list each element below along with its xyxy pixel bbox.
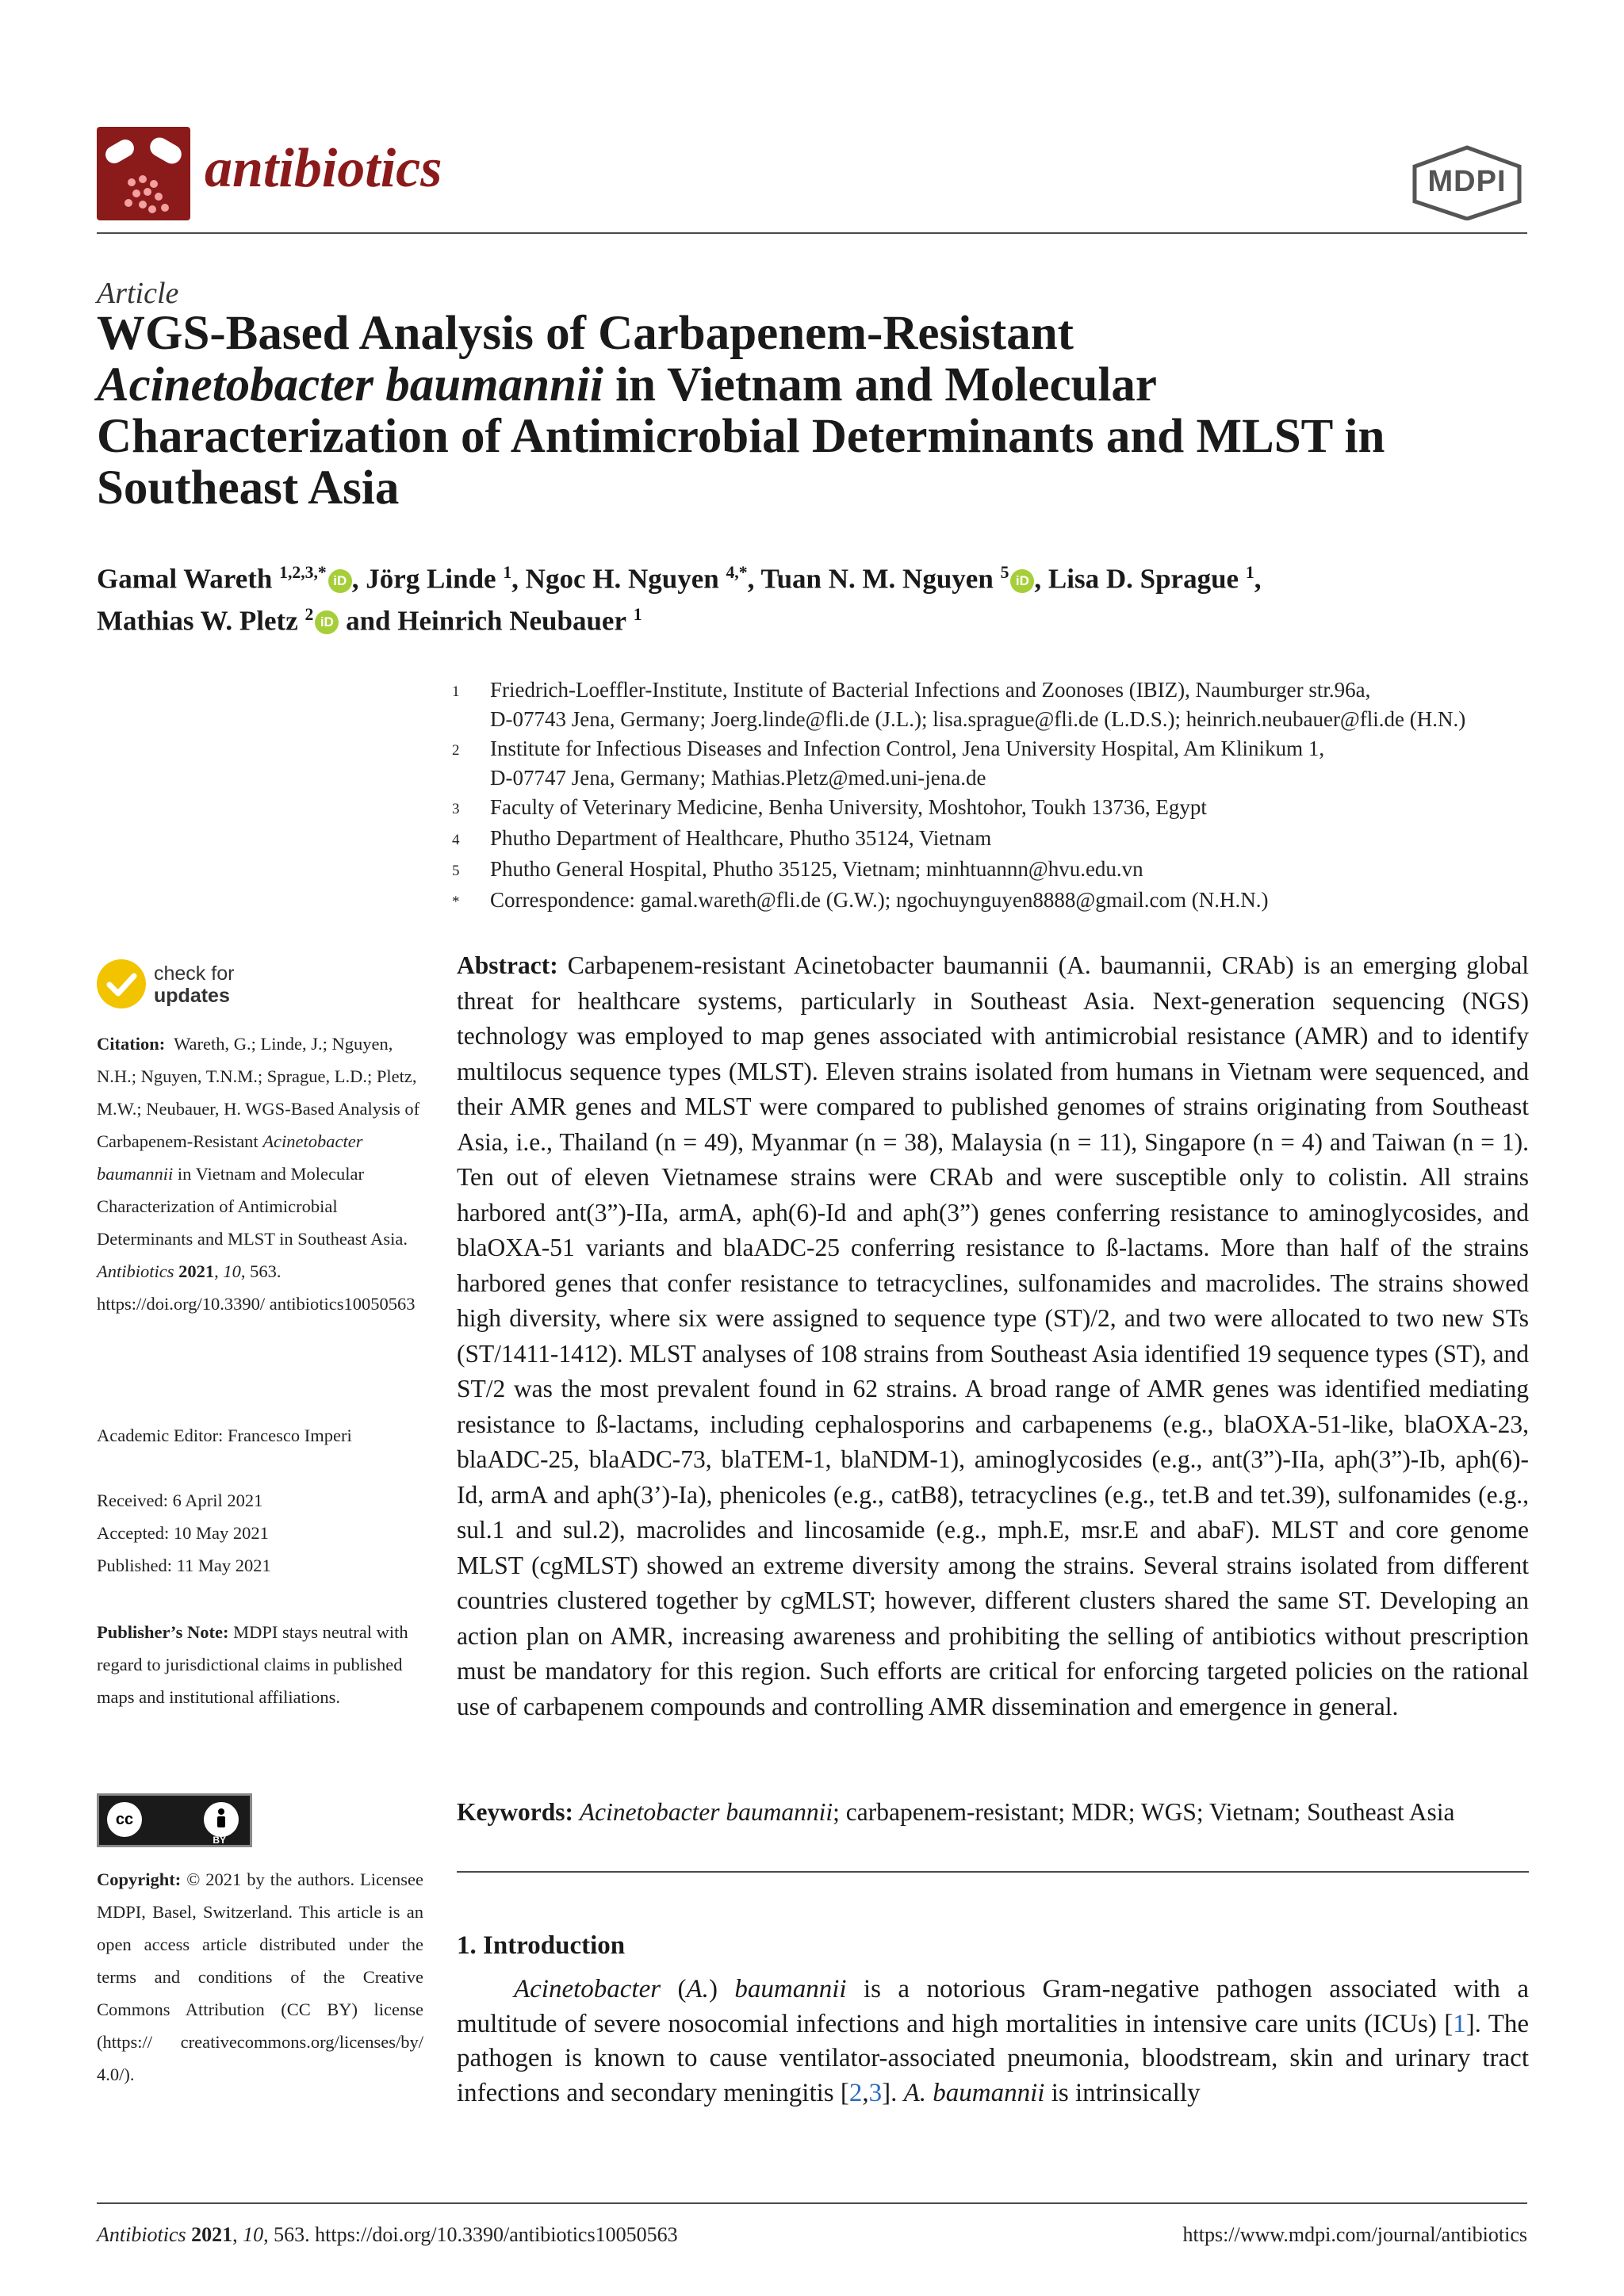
abstract-text: Carbapenem-resistant Acinetobacter baumannii (A. baumannii, CRAb) is an emerging global threat for healthcare systems, particularly in Southeast Asia. Next-generation sequencing (NGS) technology was employed to map genes associated with antimicrobial resistance (AMR) and to identify multilocus sequence types (MLST). Eleven strains isolated from humans in Vietnam were sequenced, and their AMR genes and MLST were compared to published genomes of strains originating from Southeast Asia, i.e., Thailand (n = 49), Myanmar (n = 38), Malaysia (n = 11), Singapore (n = 4) and Taiwan (n = 1). Ten out of eleven Vietnamese strains were CRAb and were susceptible only to colistin. All strains harbored ant(3”)-IIa, armA, aph(6)-Id and aph(3”) genes conferring resistance to aminoglycosides, and blaOXA-51 variants and blaADC-25 conferring resistance to ß-lactams. More than half of the strains harbored genes that confer resistance to tetracyclines, sulfonamides and macrolides. The strains showed high diversity, where six were assigned to sequence type (ST)/2, and two were allocated to two new STs (ST/1411-1412). MLST analyses of 108 strains from Southeast Asia identified 19 sequence types (ST), and ST/2 was the most prevalent found in 62 strains. A broad range of AMR genes was identified mediating resistance to ß-lactams, including cephalosporins and carbapenems (e.g., blaOXA-51-like, blaOXA-23, blaADC-25, blaADC-73, blaTEM-1, blaNDM-1), aminoglycosides (e.g., ant(3”)-IIa, aph(3”)-Ib, aph(6)-Id, armA and aph(3’)-Ia), phenicoles (e.g., catB8), tetracyclines (e.g., tet.B and tet.39), sulfonamides (e.g., sul.1 and sul.2), macrolides and lincosamide (e.g., mph.E, msr.E and abaF). MLST and core genome MLST (cgMLST) showed an extreme diversity among the strains. Several strains isolated from different countries clustered together by cgMLST; however, different clusters shared the same ST. Developing an action plan on AMR, increasing awareness and prohibiting the selling of antibiotics without prescription must be mandatory for this region. Such efforts are critical for enforcing targeted policies on the rational use of carbapenem compounds and controlling AMR dissemination and emergence in general.: [457, 951, 1529, 1720]
affiliation-line: Friedrich-Loeffler-Institute, Institute of Bacterial Infections and Zoonoses (IBIZ), Naumburger str.96a,: [490, 678, 1371, 702]
check-label: check for: [154, 962, 235, 985]
publisher-note: [97, 1616, 423, 1713]
author-name[interactable]: Lisa D. Sprague: [1048, 563, 1239, 595]
text: is intrinsically: [1044, 2078, 1201, 2107]
affiliation-number: 3: [452, 801, 460, 817]
affiliation-item: [452, 855, 1530, 886]
affiliation-number: 1: [452, 683, 460, 700]
title-text: in Vietnam and Molecular: [603, 358, 1157, 411]
affiliation-item: [452, 824, 1530, 855]
dates-block: [97, 1484, 423, 1582]
affiliations: [452, 675, 1530, 916]
header-rule: [97, 232, 1527, 234]
footer-citation: Antibiotics 2021, 10, 563. https://doi.org/10.3390/antibiotics10050563: [97, 2223, 678, 2246]
affiliation-number: 2: [452, 742, 460, 759]
section-rule: [457, 1871, 1529, 1873]
author-name[interactable]: Gamal Wareth: [97, 563, 273, 595]
copyright-label: Copyright:: [97, 1869, 182, 1889]
academic-editor: Academic Editor: Francesco Imperi: [97, 1425, 352, 1445]
published-date: Published: 11 May 2021: [97, 1556, 271, 1575]
text: ]. The pathogen is known to cause ventilator-associated pneumonia, bloodstream, skin and urinary tract infections and secondary meningitis [: [457, 2009, 1529, 2107]
keywords: [457, 1795, 1529, 1830]
citation-text: Wareth, G.; Linde, J.; Nguyen, N.H.; Nguyen, T.N.M.; Sprague, L.D.; Pletz, M.W.; Neubauer, H. WGS-Based Analysis of Carbapenem-Resistant: [97, 1034, 420, 1151]
author-name[interactable]: Jörg Linde: [366, 563, 496, 595]
citation-doi[interactable]: , 563. https://doi.org/10.3390/ antibiotics10050563: [97, 1261, 416, 1314]
introduction-text: [457, 1973, 1529, 2110]
affiliation-line: D-07743 Jena, Germany; Joerg.linde@fli.de (J.L.); lisa.sprague@fli.de (L.D.S.); heinrich.neubauer@fli.de (H.N.): [490, 707, 1466, 731]
citation-text: in Vietnam and Molecular Characterization of Antimicrobial Determinants and MLST in Southeast Asia.: [97, 1164, 408, 1249]
updates-label: updates: [154, 985, 230, 1007]
cc-by-license-badge[interactable]: [97, 1793, 252, 1847]
author-affil: 1: [503, 563, 512, 582]
footer-doi[interactable]: , 563. https://doi.org/10.3390/antibiotics10050563: [263, 2223, 678, 2246]
publisher-note-text: MDPI stays neutral with regard to jurisdictional claims in published maps and institutional affiliations.: [97, 1622, 408, 1707]
author-name[interactable]: Mathias W. Pletz: [97, 605, 298, 637]
journal-logo: [97, 127, 190, 220]
footer-journal: Antibiotics: [97, 2223, 186, 2246]
accepted-date: Accepted: 10 May 2021: [97, 1523, 269, 1543]
text: ,: [862, 2078, 869, 2107]
author-name[interactable]: Heinrich Neubauer: [397, 605, 626, 637]
title-line: WGS-Based Analysis of Carbapenem-Resistant: [97, 307, 1074, 360]
citation-journal: Antibiotics: [97, 1261, 174, 1281]
italic-term: Acinetobacter: [514, 1975, 661, 2003]
title-line: Characterization of Antimicrobial Determinants and MLST in: [97, 410, 1385, 463]
paragraph: [457, 1973, 1529, 2110]
italic-term: A.: [686, 1975, 709, 2003]
author-name[interactable]: Tuan N. M. Nguyen: [760, 563, 994, 595]
text: (: [661, 1975, 687, 2003]
affiliation-line: Correspondence: gamal.wareth@fli.de (G.W.); ngochuynguyen8888@gmail.com (N.H.N.): [490, 888, 1269, 912]
publisher-name: MDPI: [1427, 165, 1507, 198]
by-label: BY: [213, 1835, 226, 1846]
mdpi-logo: [1408, 144, 1526, 220]
received-date: Received: 6 April 2021: [97, 1490, 263, 1510]
affiliation-item: [452, 734, 1530, 793]
checkmark-icon: [97, 959, 146, 1008]
footer-rule: [97, 2202, 1527, 2204]
check-for-updates-badge[interactable]: [97, 958, 423, 1021]
affiliation-item: [452, 886, 1530, 916]
orcid-icon[interactable]: iD: [328, 569, 352, 593]
footer-volume: 10: [243, 2223, 264, 2246]
affiliation-line: Phutho General Hospital, Phutho 35125, Vietnam; minhtuannn@hvu.edu.vn: [490, 857, 1143, 881]
citation-year: 2021: [178, 1261, 215, 1281]
affiliation-line: D-07747 Jena, Germany; Mathias.Pletz@med.uni-jena.de: [490, 766, 986, 790]
cc-icon: cc: [107, 1802, 142, 1837]
abstract-label: Abstract:: [457, 951, 558, 979]
capsule-icon: [97, 127, 190, 220]
article-title: [97, 308, 1540, 514]
text: ].: [882, 2078, 904, 2107]
citation-volume: 10: [223, 1261, 241, 1281]
abstract: [457, 948, 1529, 1724]
affiliation-number: 5: [452, 863, 460, 879]
author-star: *: [738, 563, 748, 582]
person-icon: [204, 1802, 239, 1837]
citation-italic: Acinetobacter baumannii: [97, 1131, 363, 1184]
publisher-note-label: Publisher’s Note:: [97, 1622, 229, 1642]
affiliation-item: [452, 675, 1530, 734]
citation-block: Citation: Wareth, G.; Linde, J.; Nguyen, N.H.; Nguyen, T.N.M.; Sprague, L.D.; Pletz, M.W.; Neubauer, H. WGS-Based Analysis of Carbapenem-Resistant Acinetobacter baumannii in Vietnam and Molecular Characterization of Antimicrobial Determinants and MLST in Southeast Asia. Antibiotics 2021, 10, 563. https://doi.org/10.3390/ antibiotics10050563: [97, 1034, 420, 1314]
italic-term: baumannii: [734, 1975, 847, 2003]
footer-journal-url[interactable]: https://www.mdpi.com/journal/antibiotics: [1182, 2223, 1527, 2246]
affiliation-line: Institute for Infectious Diseases and Infection Control, Jena University Hospital, Am Klinikum 1,: [490, 737, 1325, 760]
author-affil: 1: [633, 604, 642, 624]
author-affil: 4,: [726, 563, 739, 582]
author-affil: 5: [1000, 563, 1009, 582]
keywords-label: Keywords:: [457, 1798, 573, 1826]
affiliation-number: *: [452, 894, 460, 910]
author-affil: 2: [304, 604, 314, 624]
title-italic: Acinetobacter baumannii: [97, 358, 603, 411]
keyword-italic: Acinetobacter baumannii: [579, 1798, 833, 1826]
affiliation-number: 4: [452, 832, 460, 848]
italic-term: A. baumannii: [903, 2078, 1045, 2107]
author-affil: 1,2,3,: [279, 563, 318, 582]
copyright-block: [97, 1863, 423, 2091]
copyright-text: © 2021 by the authors. Licensee MDPI, Basel, Switzerland. This article is an open access article distributed under the terms and conditions of the Creative Commons Attribution (CC BY) license (https:// creativecommons.org/licenses/by/ 4.0/).: [97, 1869, 423, 2084]
author-list: Gamal Wareth $^{1,2,3,*}$ iD , Jörg Linde $^1$, Ngoc H. Nguyen $^{4,*}$, Tuan N. M. Nguyen $^5$ iD , Lisa D. Sprague $^1$, Mathias W. Pletz $^2$ iD and Heinrich Neubauer $^1$: [97, 563, 1262, 637]
author-name[interactable]: Ngoc H. Nguyen: [525, 563, 719, 595]
author-affil: 1: [1245, 563, 1254, 582]
affiliation-line: Phutho Department of Healthcare, Phutho 35124, Vietnam: [490, 826, 992, 850]
section-heading: 1. Introduction: [457, 1931, 626, 1960]
orcid-icon[interactable]: iD: [1010, 569, 1034, 593]
title-line: Southeast Asia: [97, 461, 400, 515]
text: ): [708, 1975, 735, 2003]
reference-link[interactable]: 1: [1453, 2009, 1466, 2038]
citation-label: Citation:: [97, 1034, 166, 1054]
text: is a notorious Gram-negative pathogen associated with a multitude of severe nosocomial infections and high mortalities in intensive care units (ICUs) [: [457, 1975, 1529, 2038]
authors-joiner: and: [346, 605, 391, 637]
orcid-icon[interactable]: iD: [315, 610, 339, 634]
affiliation-line: Faculty of Veterinary Medicine, Benha University, Moshtohor, Toukh 13736, Egypt: [490, 795, 1207, 819]
author-star: *: [317, 563, 327, 582]
keywords-text: ; carbapenem-resistant; MDR; WGS; Vietnam; Southeast Asia: [833, 1798, 1455, 1826]
journal-name: antibiotics: [205, 138, 442, 199]
reference-link[interactable]: 2: [848, 2078, 863, 2107]
footer-year: 2021: [191, 2223, 233, 2246]
title-line: [97, 359, 1540, 411]
affiliation-item: [452, 793, 1530, 824]
reference-link[interactable]: 3: [868, 2078, 883, 2107]
article-type: Article: [97, 277, 179, 310]
